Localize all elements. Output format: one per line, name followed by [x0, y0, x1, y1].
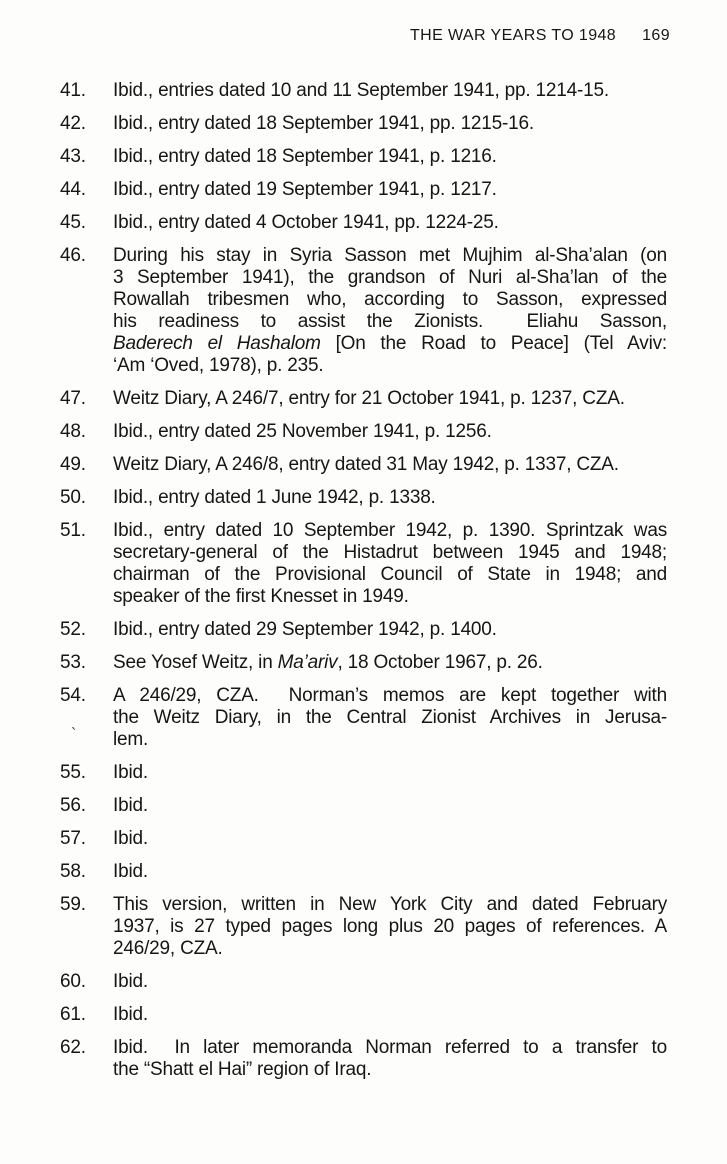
note-line: Ibid., entry dated 18 September 1941, p. 1216. [113, 146, 497, 167]
note-line: Ibid., entry dated 19 September 1941, p. 1217. [113, 179, 497, 200]
endnote-item [0, 113, 727, 135]
endnote-item [0, 894, 727, 960]
endnote-item [0, 828, 727, 850]
note-body [113, 113, 667, 135]
note-body [113, 146, 667, 168]
note-line: Weitz Diary, A 246/7, entry for 21 October 1941, p. 1237, CZA. [113, 388, 625, 409]
note-line: See Yosef Weitz, in Ma’ariv, 18 October 1967, p. 26. [113, 652, 543, 673]
note-line: Weitz Diary, A 246/8, entry dated 31 May 1942, p. 1337, CZA. [113, 454, 619, 475]
note-line: Ibid., entry dated 4 October 1941, pp. 1224-25. [113, 212, 499, 233]
endnote-item [0, 454, 727, 476]
note-body [113, 762, 667, 784]
note-body [113, 388, 667, 410]
endnote-item [0, 861, 727, 883]
note-body [113, 652, 667, 674]
note-line: Ibid. [113, 828, 148, 849]
note-line: Ibid., entry dated 10 September 1942, p. 1390. Sprintzak was [113, 520, 667, 541]
note-line: During his stay in Syria Sasson met Mujhim al-Sha’alan (on [113, 245, 667, 266]
print-artifact: ` [68, 725, 77, 744]
note-line: lem. [113, 729, 149, 750]
chapter-title: THE WAR YEARS TO 1948 [409, 27, 617, 44]
note-line: Baderech el Hashalom [On the Road to Peace] (Tel Aviv: [113, 333, 668, 354]
note-body [113, 1037, 667, 1081]
note-number: 54. [60, 685, 86, 706]
note-body [113, 1004, 667, 1026]
note-body [113, 619, 667, 641]
note-number: 48. [60, 421, 86, 442]
note-body [113, 828, 667, 850]
note-line: Ibid. [113, 762, 148, 783]
endnote-item [0, 212, 727, 234]
note-line: Ibid., entry dated 29 September 1942, p. 1400. [113, 619, 497, 640]
note-number: 58. [60, 861, 86, 882]
endnote-item [0, 179, 727, 201]
note-line: Ibid., entry dated 18 September 1941, pp. 1215-16. [113, 113, 534, 134]
note-line: 246/29, CZA. [113, 938, 223, 959]
endnote-item [0, 685, 727, 751]
note-line: 1937, is 27 typed pages long plus 20 pages of references. A [113, 916, 667, 937]
endnote-item [0, 146, 727, 168]
note-line: Ibid. In later memoranda Norman referred to a transfer to [113, 1037, 667, 1058]
endnote-item [0, 762, 727, 784]
endnote-item [0, 245, 727, 377]
note-line: ‘Am ‘Oved, 1978), p. 235. [113, 355, 324, 376]
note-number: 49. [60, 454, 86, 475]
endnote-item [0, 619, 727, 641]
note-line: Ibid. [113, 795, 148, 816]
note-number: 50. [60, 487, 86, 508]
note-number: 47. [60, 388, 86, 409]
endnote-item [0, 421, 727, 443]
note-number: 62. [60, 1037, 86, 1058]
note-line: Ibid., entry dated 25 November 1941, p. 1256. [113, 421, 492, 442]
note-body [113, 971, 667, 993]
endnotes-list [0, 80, 727, 1092]
note-number: 46. [60, 245, 86, 266]
endnote-item [0, 652, 727, 674]
note-number: 43. [60, 146, 86, 167]
endnote-item [0, 1037, 727, 1081]
note-number: 59. [60, 894, 86, 915]
note-line: Ibid. [113, 971, 148, 992]
note-line: the “Shatt el Hai” region of Iraq. [113, 1059, 372, 1080]
note-number: 60. [60, 971, 86, 992]
endnote-item [0, 520, 727, 608]
note-number: 52. [60, 619, 86, 640]
note-body [113, 487, 667, 509]
note-line: the Weitz Diary, in the Central Zionist Archives in Jerusa- [113, 707, 667, 728]
note-number: 41. [60, 80, 86, 101]
note-body [113, 454, 667, 476]
note-body [113, 179, 667, 201]
note-line: secretary-general of the Histadrut between 1945 and 1948; [113, 542, 667, 563]
note-line: his readiness to assist the Zionists. Eliahu Sasson, [113, 311, 667, 332]
note-body [113, 520, 667, 608]
note-number: 45. [60, 212, 86, 233]
note-body [113, 80, 667, 102]
endnote-item [0, 1004, 727, 1026]
note-line: This version, written in New York City and dated February [113, 894, 667, 915]
endnote-item [0, 80, 727, 102]
note-line: Ibid. [113, 861, 148, 882]
note-number: 55. [60, 762, 86, 783]
note-number: 56. [60, 795, 86, 816]
note-body [113, 685, 667, 751]
note-body [113, 894, 667, 960]
note-body [113, 421, 667, 443]
note-number: 42. [60, 113, 86, 134]
note-line: chairman of the Provisional Council of State in 1948; and [113, 564, 667, 585]
note-line: speaker of the first Knesset in 1949. [113, 586, 409, 607]
note-number: 53. [60, 652, 86, 673]
note-line: Ibid., entry dated 1 June 1942, p. 1338. [113, 487, 436, 508]
endnote-item [0, 487, 727, 509]
note-body [113, 861, 667, 883]
note-line: A 246/29, CZA. Norman’s memos are kept together with [113, 685, 667, 706]
note-number: 51. [60, 520, 86, 541]
note-body [113, 795, 667, 817]
endnote-item [0, 971, 727, 993]
note-number: 57. [60, 828, 86, 849]
note-body [113, 245, 667, 377]
note-number: 44. [60, 179, 86, 200]
note-line: Rowallah tribesmen who, according to Sasson, expressed [113, 289, 667, 310]
endnote-item [0, 388, 727, 410]
note-line: Ibid. [113, 1004, 148, 1025]
note-line: Ibid., entries dated 10 and 11 September 1941, pp. 1214-15. [113, 80, 609, 101]
endnote-item [0, 795, 727, 817]
note-number: 61. [60, 1004, 86, 1025]
running-header [410, 27, 670, 45]
note-line: 3 September 1941), the grandson of Nuri al-Sha’lan of the [113, 267, 667, 288]
note-body [113, 212, 667, 234]
page-number: 169 [642, 27, 670, 44]
